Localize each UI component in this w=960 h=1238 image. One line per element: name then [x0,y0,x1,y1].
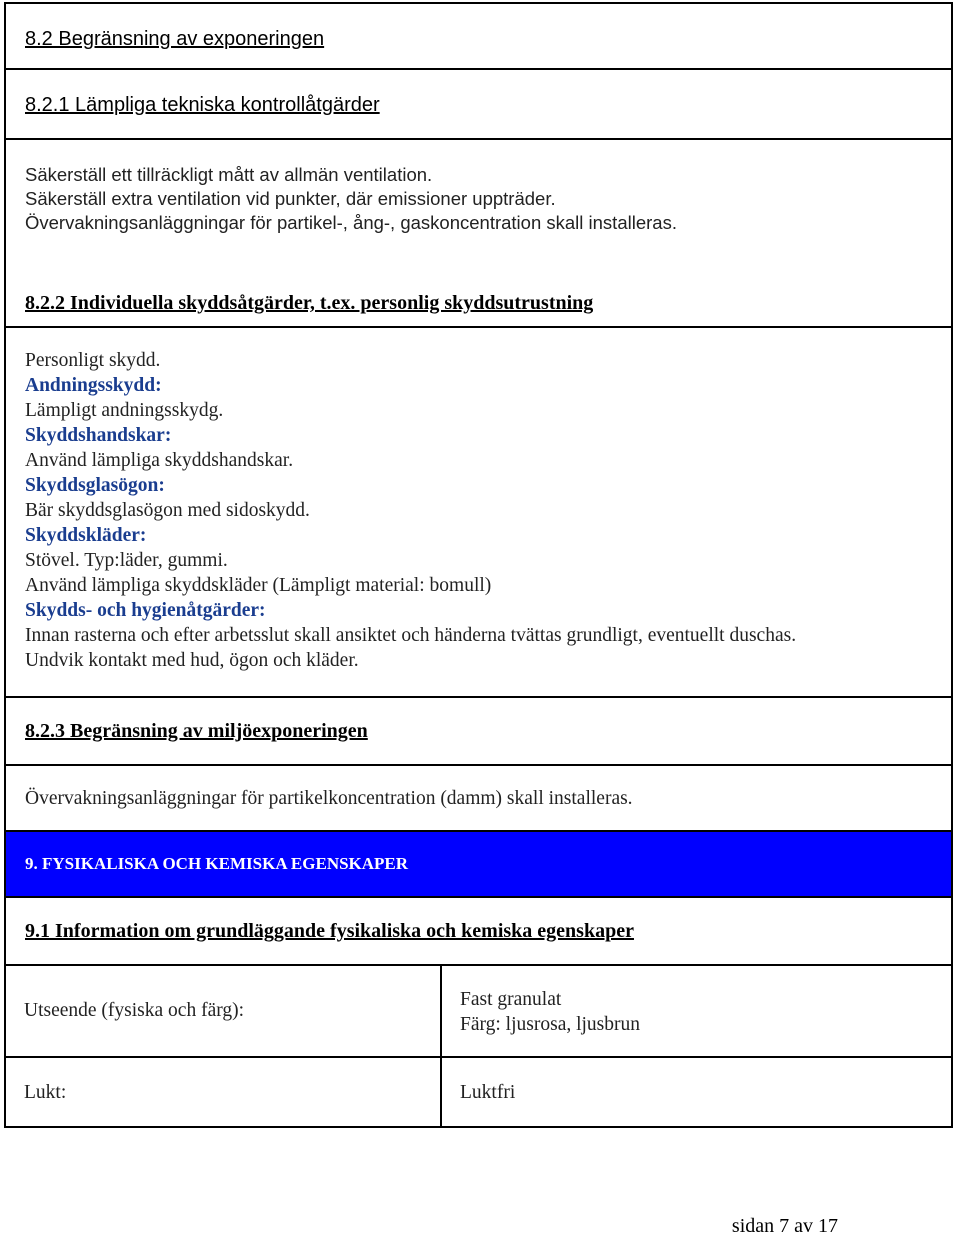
property-value [442,1058,515,1126]
section-8-2-box [4,2,953,68]
document-frame [4,2,951,1128]
section-8-2-2-lines [25,348,796,673]
section-8-2-3-content-box [4,764,953,830]
property-label: Lukt: [6,1058,442,1126]
section-8-2-title: 8.2 Begränsning av exponeringen [25,28,325,50]
text-line: Övervakningsanläggningar för partikel-, ång-, gaskoncentration skall installeras. [25,212,677,233]
property-row [4,964,953,1056]
text-line: Säkerställ extra ventilation vid punkter, där emissioner uppträder. [25,188,556,209]
text-line: Innan rasterna och efter arbetsslut skall ansiktet och händerna tvättas grundligt, eventuellt duschas. [25,625,797,646]
section-9-banner [4,830,953,896]
property-label: Utseende (fysiska och färg): [6,966,442,1056]
property-value-line: Luktfri [460,1082,516,1103]
label-line: Skydds- och hygienåtgärder: [25,600,266,621]
section-8-2-3-title-box [4,696,953,764]
label-line: Skyddshandskar: [25,425,172,446]
text-line: Lämpligt andningsskydg. [25,400,224,421]
text-line: Bär skyddsglasögon med sidoskydd. [25,500,310,521]
text-line: Säkerställ ett tillräckligt mått av allmän ventilation. [25,164,433,185]
section-8-2-1-title: 8.2.1 Lämpliga tekniska kontrollåtgärder [25,94,380,116]
section-8-2-1-title-box [4,68,953,138]
section-8-2-1-lines [25,163,677,235]
section-9-1-title-box [4,896,953,964]
section-8-2-3-text: Övervakningsanläggningar för partikelkoncentration (damm) skall installeras. [25,788,633,809]
property-value [442,966,640,1056]
text-line: Använd lämpliga skyddshandskar. [25,450,294,471]
section-8-2-3-title: 8.2.3 Begränsning av miljöexponeringen [25,720,368,742]
label-line: Skyddsglasögon: [25,475,165,496]
section-8-2-1-content-box [4,138,953,326]
property-value-line: Fast granulat [460,989,562,1010]
property-value-line: Färg: ljusrosa, ljusbrun [460,1014,641,1035]
page-number: sidan 7 av 17 [731,1215,838,1237]
label-line: Skyddskläder: [25,525,147,546]
text-line: Personligt skydd. [25,350,161,371]
section-8-2-2-content-box [4,326,953,696]
property-row [4,1056,953,1128]
section-9-title: 9. FYSIKALISKA OCH KEMISKA EGENSKAPER [25,854,409,873]
text-line: Stövel. Typ:läder, gummi. [25,550,228,571]
text-line: Använd lämpliga skyddskläder (Lämpligt material: bomull) [25,575,492,596]
label-line: Andningsskydd: [25,375,162,396]
text-line: Undvik kontakt med hud, ögon och kläder. [25,650,359,671]
section-8-2-2-title: 8.2.2 Individuella skyddsåtgärder, t.ex. personlig skyddsutrustning [25,292,594,314]
section-9-1-title: 9.1 Information om grundläggande fysikaliska och kemiska egenskaper [25,920,634,942]
